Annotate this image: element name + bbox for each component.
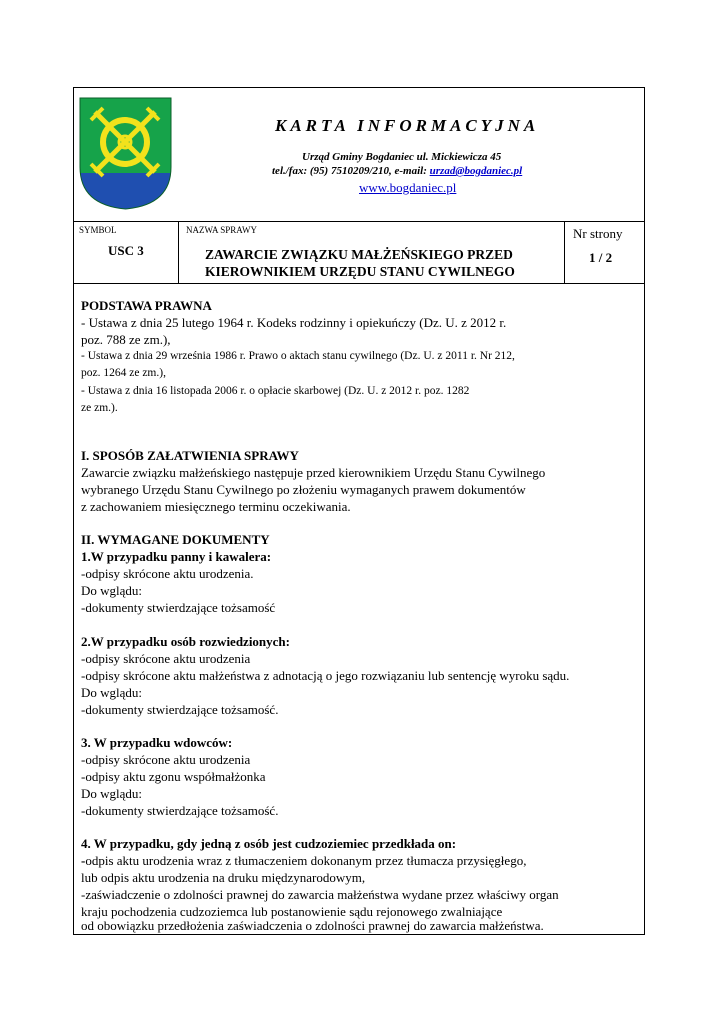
- document-item: Do wglądu:: [81, 685, 143, 700]
- document-item: -odpisy skrócone aktu urodzenia: [81, 752, 251, 767]
- legal-basis-line: - Ustawa z dnia 16 listopada 2006 r. o opłacie skarbowej (Dz. U. z 2012 r. poz. 1282: [81, 385, 470, 397]
- group-heading: 1.W przypadku panny i kawalera:: [81, 549, 272, 564]
- info-row-divider: [73, 283, 645, 284]
- document-item: -odpisy skrócone aktu urodzenia.: [81, 566, 254, 581]
- document-item: od obowiązku przedłożenia zaświadczenia o zdolności prawnej do zawarcia małżeństwa.: [81, 918, 544, 933]
- group-heading: 3. W przypadku wdowców:: [81, 735, 233, 750]
- page-column-divider: [564, 221, 565, 283]
- document-item: -dokumenty stwierdzające tożsamość.: [81, 702, 279, 717]
- legal-basis-line: - Ustawa z dnia 25 lutego 1964 r. Kodeks rodzinny i opiekuńczy (Dz. U. z 2012 r.: [81, 315, 507, 330]
- section-documents-heading: II. WYMAGANE DOKUMENTY: [81, 532, 270, 547]
- header-divider: [73, 221, 645, 222]
- procedure-line: wybranego Urzędu Stanu Cywilnego po złożeniu wymaganych prawem dokumentów: [81, 482, 526, 497]
- group-heading: 4. W przypadku, gdy jedną z osób jest cudzoziemiec przedkłada on:: [81, 836, 457, 851]
- page-title: KARTA INFORMACYJNA: [275, 116, 540, 135]
- coat-of-arms-icon: [79, 97, 172, 210]
- document-item: -odpisy skrócone aktu małżeństwa z adnotacją o jego rozwiązaniu lub sentencję wyroku sądu.: [81, 668, 570, 683]
- office-address: Urząd Gminy Bogdaniec ul. Mickiewicza 45: [302, 151, 502, 163]
- document-item: -odpis aktu urodzenia wraz z tłumaczeniem dokonanym przez tłumacza przysięgłego,: [81, 853, 527, 868]
- document-item: kraju pochodzenia cudzoziemca lub postanowienie sądu rejonowego zwalniające: [81, 904, 503, 919]
- document-item-text: odpis aktu urodzenia wraz z tłumaczeniem dokonanym przez tłumacza przysięgłego,: [85, 853, 527, 868]
- legal-basis-line: - Ustawa z dnia 29 września 1986 r. Prawo o aktach stanu cywilnego (Dz. U. z 2011 r. Nr 212,: [81, 350, 515, 362]
- page-number-value: 1 / 2: [589, 250, 613, 265]
- document-item: -dokumenty stwierdzające tożsamość.: [81, 803, 279, 818]
- group-heading: 2.W przypadku osób rozwiedzionych:: [81, 634, 290, 649]
- section-procedure-heading: I. SPOSÓB ZAŁATWIENIA SPRAWY: [81, 448, 299, 463]
- document-item: -odpisy skrócone aktu urodzenia: [81, 651, 251, 666]
- case-name-line2: KIEROWNIKIEM URZĘDU STANU CYWILNEGO: [205, 264, 515, 279]
- document-item: lub odpis aktu urodzenia na druku międzynarodowym,: [81, 870, 366, 885]
- case-name-label: NAZWA SPRAWY: [186, 225, 258, 235]
- page-number-label: Nr strony: [573, 226, 623, 241]
- document-item: -zaświadczenie o zdolności prawnej do zawarcia małżeństwa wydane przez właściwy organ: [81, 887, 559, 902]
- case-name-line1: ZAWARCIE ZWIĄZKU MAŁŻEŃSKIEGO PRZED: [205, 247, 513, 262]
- document-item: -dokumenty stwierdzające tożsamość: [81, 600, 276, 615]
- symbol-value: USC 3: [108, 243, 144, 258]
- legal-basis-heading: PODSTAWA PRAWNA: [81, 298, 212, 313]
- website-link[interactable]: www.bogdaniec.pl: [359, 180, 457, 195]
- procedure-line: z zachowaniem miesięcznego terminu oczekiwania.: [81, 499, 351, 514]
- office-contact: [272, 165, 522, 177]
- legal-basis-line: poz. 788 ze zm.),: [81, 332, 171, 347]
- email-link[interactable]: urzad@bogdaniec.pl: [429, 165, 523, 177]
- document-item: Do wglądu:: [81, 583, 143, 598]
- procedure-line: Zawarcie związku małżeńskiego następuje przed kierownikiem Urzędu Stanu Cywilnego: [81, 465, 546, 480]
- document-item: -odpisy aktu zgonu współmałżonka: [81, 769, 266, 784]
- symbol-column-divider: [178, 221, 179, 283]
- document-item: Do wglądu:: [81, 786, 143, 801]
- legal-basis-line: ze zm.).: [81, 402, 118, 414]
- legal-basis-line: poz. 1264 ze zm.),: [81, 367, 166, 379]
- contact-phone: tel./fax: (95) 7510209/210, e-mail:: [272, 165, 430, 177]
- symbol-label: SYMBOL: [79, 225, 117, 235]
